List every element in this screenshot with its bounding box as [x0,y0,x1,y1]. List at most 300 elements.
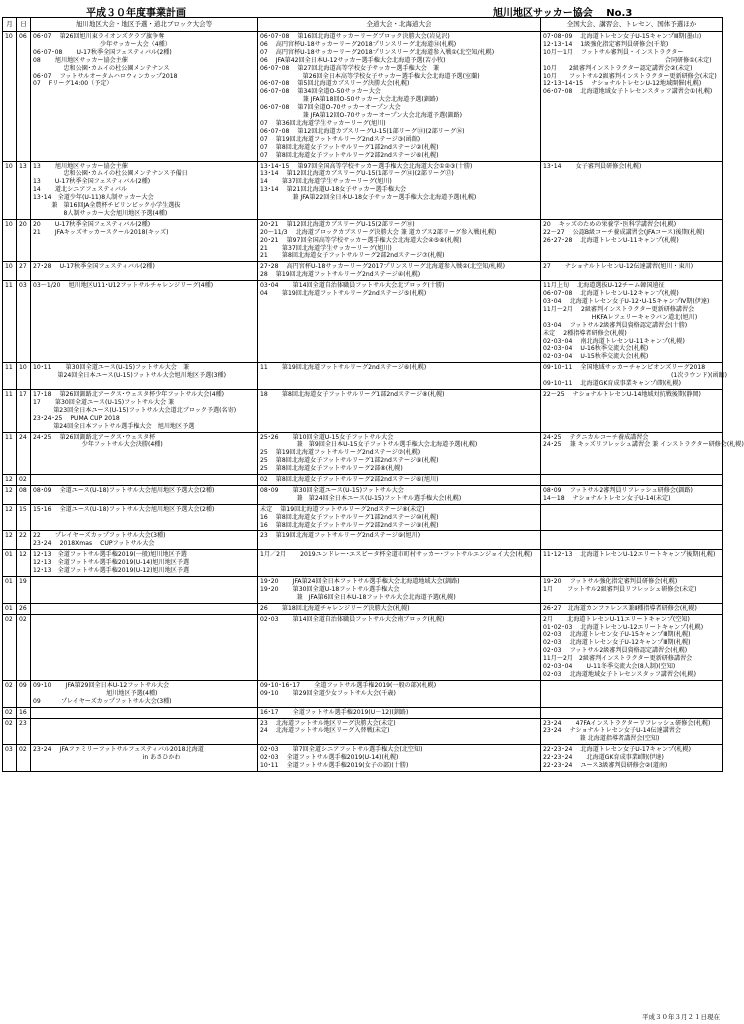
day-cell: 15 [17,504,31,531]
hokkaido-events-cell [258,531,541,550]
event-line [33,594,255,602]
schedule-table [2,17,744,772]
month-cell: 03 [3,745,17,772]
event-line: 09･10･11 北海道GK育成事業キャンプⅠ期(札幌) [543,380,681,388]
event-line [543,144,720,152]
event-line [260,567,538,575]
event-line: 02･03･04 南北海道トレセンU-11キャンプ(札幌) [543,337,685,345]
local-events-cell [31,745,258,772]
event-line: 02･03･04 U-15秋季交流大会(札幌) [543,353,649,361]
event-line [33,252,255,260]
hokkaido-events-cell [258,432,541,475]
event-line: 21 第8回北海道女子フットサルリーグ2部2ndステージ⑦(札幌) [260,252,445,260]
schedule-row [3,363,723,390]
event-line: 23･24 2018Xmas CUPフットサル大会 [33,540,155,548]
day-cell: 22 [17,531,31,550]
event-line [543,465,720,473]
schedule-row [3,550,723,577]
local-events-cell [31,680,258,707]
event-line [33,605,255,613]
event-line: 22 プレイヤーズカップフットサル大会(3種) [33,532,166,540]
event-line: 02･03 北海道地域女子トレセンスタッフ講習会(札幌) [543,670,697,678]
event-line [260,337,538,345]
event-line: HKFAレフェリーキャラバン道北(旭川) [543,313,698,321]
plan-title: 平成３０年度事業計画 [86,8,186,19]
event-line: 13･14 第12回北海道カブスリーグU-15(1部リーグ⑭)(2部リーグ⑰) [260,170,454,178]
event-line: 08･09 全道ユース(U-18)フットサル大会旭川地区予選大会(2種) [33,486,215,494]
event-line: 兼 JFA第6回全日本U-18フットサル大会北海道予選(札幌) [260,593,456,601]
event-line: 02･03･04 U-11冬季交流大会(8人制)(空知) [543,663,676,671]
day-cell: 02 [17,614,31,680]
event-line: 20 U-17秋季全国フェスティバル(2種) [33,220,151,228]
event-line: 第23回全日本ユース(U-15)フットサル大会道北ブロック予選(名寄) [33,406,237,414]
schedule-row [3,281,723,363]
event-line [260,671,538,679]
month-cell: 01 [3,550,17,577]
event-line [543,252,720,260]
event-line: 兼 第16回JA全農杯チビリンピック小学生選抜 [33,202,181,210]
event-line [33,345,255,353]
event-line: 02･03 全道フットサル選手権2019(U-14)(札幌) [260,754,399,762]
event-line [33,476,255,484]
local-events-cell [31,432,258,475]
event-line: 03～1/20 旭川地区U11･U12フットサルチャレンジリーグ(4種) [33,282,214,290]
event-line: 11月～2月 2級審判インストラクター更新研修講習会 [543,655,693,663]
event-line: 06･07･08 U-17秋季全国フェスティバル(2種) [33,48,172,56]
day-cell: 12 [17,550,31,577]
event-line: 11 第19回北海道フットサルリーグ2ndステージ⑥(札幌) [260,364,427,372]
event-line: 09･10･16･17 全道フットサル選手権2019(一般の部)(札幌) [260,681,437,689]
event-line [33,465,255,473]
event-line: 17･18 第26回釧路北アークス･ウェスタ杯少年フットサル大会(4種) [33,390,225,398]
event-line [33,290,255,298]
event-line: 19･20 JFA第24回全日本フットサル選手権大会北海道地域大会(釧路) [260,578,460,585]
event-line: 24･25 テクニカルコーチ養成講習会 [543,433,649,441]
event-line [33,128,255,136]
national-events-cell [541,680,723,707]
event-line [543,104,720,112]
column-header-national: 全国大会、講習会、トレセン、国体予選ほか [541,18,723,32]
event-line: 21 第37回北海道学生サッカーリーグ(旭川) [260,244,392,252]
event-line [33,314,255,322]
national-events-cell [541,531,723,550]
event-line [33,337,255,345]
event-line: 兼 JFA第12回O-70サッカーオープン大会北海道予選(釧路) [260,112,463,120]
event-line: 忠和公園･カムイの杜公園メンテナンス予備日 [33,170,188,178]
event-line [543,476,720,484]
event-line: 22･23･24 ユース3級審判員研修会②(道南) [543,762,668,770]
event-line [33,306,255,314]
event-line: 20～11/3 北海道ブロックカブスリーグ決勝大会 兼 道カブス2部リーグ参入戦(札幌) [260,228,497,236]
day-cell: 20 [17,219,31,262]
national-events-cell [541,432,744,475]
hokkaido-events-cell [258,32,541,162]
month-cell: 12 [3,475,17,486]
event-line [33,96,255,104]
hokkaido-events-cell [258,718,541,745]
event-line: 25 第8回北海道女子フットサルリーグ2部⑧(札幌) [260,465,403,473]
local-events-cell [31,219,258,262]
event-line: 27 ナショナルトレセンU-12伝達講習(旭川・東川) [543,263,694,271]
event-line: 02･03 フットサル2級審判員資格認定講習会(札幌) [543,647,688,655]
event-line: 16･17 全道フットサル選手権2019(U－12)(釧路) [260,708,409,716]
hokkaido-events-cell [258,707,541,718]
event-line [33,522,255,530]
event-line [33,578,255,586]
event-line: 23･24 JFAファミリーフットサルフェスティバル2018北海道 [33,746,204,754]
schedule-row [3,161,723,219]
day-cell: 24 [17,432,31,475]
schedule-row [3,389,723,432]
event-line: 20･21 第12回北海道カブスリーグU-15(2部リーグ⑱) [260,220,415,228]
hokkaido-events-cell [258,577,541,604]
event-line: 09･10 JFA第29回全日本U-12フットサル大会 [33,681,170,689]
schedule-row [3,219,723,262]
schedule-body [3,32,744,772]
hokkaido-events-cell [258,680,541,707]
event-line: 10･11 第30回全道ユース(U-15)フットサル大会 兼 [33,364,190,372]
event-line [260,372,538,380]
day-cell: 02 [17,745,31,772]
hokkaido-events-cell [258,475,541,486]
event-line: 08 旭川地区サッカー協会主催 [33,56,128,64]
local-events-cell [31,614,258,680]
event-line [543,120,720,128]
event-line [543,567,720,575]
event-line [543,449,720,457]
hokkaido-events-cell [258,550,541,577]
event-line [543,594,720,602]
event-line [543,423,720,431]
schedule-row [3,707,723,718]
event-line [33,647,255,655]
event-line: 19･20 第30回全道U-18フットサル選手権大会 [260,585,400,593]
month-cell: 12 [3,531,17,550]
event-line: 23･24 47FAインストラクターリフレッシュ研修会(札幌) [543,719,711,727]
national-events-cell [541,504,723,531]
event-line: 06･07･08 第12回北海道カブスリーグU-15(1部リーグ⑬)(2部リーグ⑯) [260,127,465,135]
event-line [543,709,720,717]
event-line: 10･11 全道フットサル選手権2019(女子の部)(十勝) [260,762,409,770]
day-cell: 19 [17,577,31,604]
event-line: 16 第8回北海道女子フットサルリーグ1部2ndステージ⑩(札幌) [260,513,439,521]
month-cell: 11 [3,389,17,432]
schedule-row [3,432,723,475]
event-line [260,322,538,330]
event-line [260,306,538,314]
hokkaido-events-cell [258,485,541,504]
column-header-day: 日 [17,18,31,32]
hokkaido-events-cell [258,281,541,363]
event-line: 12･13 全道フットサル選手権2019(U-14)旭川地区予選 [33,559,190,567]
schedule-row [3,504,723,531]
event-line [543,457,720,465]
event-line: 17 第30回全道ユース(U-15)フットサル大会 兼 [33,398,175,406]
event-line [260,330,538,338]
national-events-cell [541,550,723,577]
month-cell: 10 [3,262,17,281]
local-events-cell [31,485,258,504]
event-line [33,639,255,647]
national-events-cell [541,603,723,614]
event-line: 18 第8回北海道女子フットサルリーグ1部2ndステージ⑧(札幌) [260,390,445,398]
national-events-cell [541,614,723,680]
hokkaido-events-cell [258,603,541,614]
event-line: 少年フットサル大会決勝(4種) [33,441,163,449]
national-events-cell [541,32,723,162]
hokkaido-events-cell [258,262,541,281]
month-cell: 10 [3,32,17,162]
schedule-row [3,262,723,281]
event-line: 07 高円宮杯U-18サッカーリーグ2018プリンスリーグ北海道参入戦①(北空知/札幌) [260,48,495,56]
event-line: 11月上旬 北海道選抜U-12チーム韓国遠征 [543,282,665,290]
event-line [33,514,255,522]
month-cell: 10 [3,219,17,262]
event-line [33,237,255,245]
event-line [33,151,255,159]
event-line [33,727,255,735]
event-line [543,399,720,407]
schedule-row [3,485,723,504]
national-events-cell [541,475,723,486]
table-header-row [3,18,723,32]
event-line [260,298,538,306]
day-cell: 03 [17,281,31,363]
event-line: 06･07･08 北海道トレセンU-12キャンプ(札幌) [543,290,679,298]
event-line [260,345,538,353]
schedule-row [3,718,723,745]
event-line [33,330,255,338]
event-line: 27･28 高円宮杯U-18サッカーリーグ2017プリンスリーグ北海道参入戦②(北空知/札幌) [260,263,505,271]
event-line: 旭川地区予選(4種) [33,689,158,697]
event-line [543,415,720,423]
event-line: 1月 フットサル2級審判員リフレッシュ研修会(未定) [543,585,697,593]
event-line: 07 第8回北海道女子フットサルリーグ2部2ndステージ⑥(札幌) [260,151,439,159]
event-line: 08･09 第30回全道ユース(U-15)フットサル大会 [260,486,404,494]
event-line: 12･13･14 1級強化指定審判員研修会(千葉) [543,40,669,48]
event-line [543,128,720,136]
event-line: 19･20 フットサル強化指定審判員研修会(札幌) [543,578,678,585]
schedule-row [3,745,723,772]
event-line [543,245,720,253]
event-line: 10月 フットサル2級審判インストラクター更新研修会(未定) [543,72,717,80]
schedule-row [3,603,723,614]
event-line [543,170,720,178]
event-line: (1次ラウンド)(函館) [543,372,728,380]
schedule-row [3,475,723,486]
local-events-cell [31,32,258,162]
event-line: 24 北海道フットサル地区リーグ入替戦(未定) [260,727,390,735]
event-line [260,423,538,431]
month-cell: 12 [3,485,17,504]
event-line: 02･03 第7回全道シニアフットサル選手権大会(北空知) [260,746,423,754]
event-line [260,202,538,210]
event-line: 10月 2級審判インストラクター認定講習会②(未定) [543,64,693,72]
event-line [33,663,255,671]
event-line [543,540,720,548]
event-line [543,202,720,210]
event-line [260,735,538,743]
local-events-cell [31,577,258,604]
event-line [33,631,255,639]
day-cell: 09 [17,680,31,707]
event-line: 02･03 第14回全道自治体職員フットサル大会南ブロック(札幌) [260,615,445,623]
event-line: 07 第8回北海道女子フットサルリーグ1部2ndステージ②(札幌) [260,143,439,151]
event-line: 14 道北シニアフェスティバル [33,186,128,194]
event-line: 09･10･11 全国地域サッカーチャンピオンズリーグ2018 [543,364,706,372]
event-line [33,322,255,330]
event-line [260,210,538,218]
event-line [543,112,720,120]
event-line: 06 高円宮杯U-18サッカーリーグ2018プリンスリーグ北海道⑭(札幌) [260,40,457,48]
event-line: 合同研修①(未定) [543,56,712,64]
local-events-cell [31,281,258,363]
schedule-row [3,577,723,604]
national-events-cell [541,707,723,718]
event-line [260,698,538,706]
event-line: 26 第18回北海道チャレンジリーグ決勝大会(札幌) [260,604,410,612]
event-line: 27･28 U-17秋季全国フェスティバル(2種) [33,263,155,271]
event-line: 22･23･24 北海道GK育成事業Ⅱ期(伊達) [543,754,664,762]
event-line [33,655,255,663]
event-line: 02･03 北海道トレセン女子U-15キャンプⅢ期(札幌) [543,631,691,639]
day-cell: 16 [17,707,31,718]
event-line: 06･07･08 第34回全道O-50サッカー大会 [260,88,381,96]
event-line: 1月／2月 2019ユンドレー･エスピータ杯全道市町村サッカー･フットサルエンジョイ大会(札幌) [260,551,533,559]
event-line: 08･09 フットサル2審判員リフレッシュ研修会(釧路) [543,486,693,494]
month-cell: 10 [3,161,17,219]
event-line [543,506,720,514]
hokkaido-events-cell [258,389,541,432]
event-line: 24･25 第26回釧路北アークス･ウェスタ杯 [33,433,156,441]
event-line [260,399,538,407]
event-line: 09 プレイヤーズカップフットサル大会(3種) [33,697,172,705]
event-line [33,709,255,717]
event-line: 23･24･25 PUMA CUP 2018 [33,414,120,422]
event-line [33,624,255,632]
local-events-cell [31,161,258,219]
event-line [260,353,538,361]
event-line: 8人制サッカー大会旭川地区予選(4種) [33,209,168,217]
event-line [543,682,720,690]
event-line: 2月 北海道トレセンU-11エリートキャンプ(空知) [543,615,690,623]
event-line [543,194,720,202]
event-line [260,407,538,415]
event-line: 25 第8回北海道女子フットサルリーグ1部2ndステージ⑨(札幌) [260,457,439,465]
day-cell: 27 [17,262,31,281]
event-line: 04 第19回北海道フットサルリーグ2ndステージ⑤(札幌) [260,290,427,298]
event-line [33,88,255,96]
event-line [543,271,720,279]
month-cell: 01 [3,603,17,614]
column-header-local: 旭川地区大会・地区予選・道北ブロック大会等 [31,18,258,32]
month-cell: 02 [3,707,17,718]
event-line [33,495,255,503]
event-line: 兼 第24回全日本ユース(U-15)フットサル選手権大会(札幌) [260,494,462,502]
national-events-cell [541,219,723,262]
event-line [33,671,255,679]
event-line [543,151,720,159]
local-events-cell [31,603,258,614]
national-events-cell [541,745,723,772]
event-line [260,559,538,567]
hokkaido-events-cell [258,614,541,680]
association-name: 旭川地区サッカー協会 No.3 [493,8,633,19]
local-events-cell [31,363,258,390]
local-events-cell [31,475,258,486]
event-line: 02･03･04 U-16秋季交流大会(札幌) [543,345,649,353]
event-line [260,415,538,423]
event-line [33,380,255,388]
event-line: 26･27 北海道カンファレンス兼Ⅱ種指導者研修会(札幌) [543,604,697,612]
day-cell: 23 [17,718,31,745]
event-line [33,144,255,152]
event-line: 第24回全日本フットサル選手権大会 旭川地区予選 [33,422,195,430]
event-line: 兼 北海道指導者講習会(空知) [543,735,660,743]
event-line: 07･08･09 北海道トレセン女子U-15キャンプⅢ期(墨山) [543,33,702,40]
national-events-cell [541,262,723,281]
month-cell: 02 [3,718,17,745]
month-cell: 11 [3,281,17,363]
month-cell: 11 [3,363,17,390]
national-events-cell [541,718,723,745]
event-line: 11･12･13 北海道トレセンU-12エリートキャンプ後期(札幌) [543,551,716,559]
event-line [543,514,720,522]
day-cell: 06 [17,32,31,162]
event-line [33,112,255,120]
event-line: 06･07･08 第27回北海道高等学校女子サッカー選手権大会 兼 [260,64,440,72]
event-line [33,245,255,253]
event-line: 09･10 第29回全道少女フットサル大会(千歳) [260,689,396,697]
event-line: 22･23･24 北海道トレセン女子U-17キャンプ(札幌) [543,746,691,754]
day-cell: 17 [17,389,31,432]
event-line: 03･04 フットサル2級審判員資格認定講習会(十勝) [543,321,688,329]
schedule-row [3,32,723,162]
event-line: 06･07･08 第16回北海道サッカーリーグブロック決勝大会(岩見沢) [260,33,450,40]
event-line: 13･14 女子審判員研修会(札幌) [543,162,642,170]
event-line [543,186,720,194]
event-line: 21 JFAキッズサッカースクール2018(キッズ) [33,228,169,236]
event-line: 忠和公園･カムイの杜公園メンテナンス [33,64,170,72]
event-line: 23･24 ナショナルトレセン女子U-14伝達講習会 [543,727,681,735]
day-cell: 08 [17,485,31,504]
month-cell: 12 [3,504,17,531]
event-line: 06･07 フットサルオータムハロウィンカップ2018 [33,72,178,80]
event-line [260,655,538,663]
event-line [33,271,255,279]
event-line: 兼 JFA第18回O-50サッカー大会北海道予選(釧路) [260,96,439,104]
event-line: 24･25 兼 キッズリフレッシュ講習会 兼 インストラクター研修会(札幌) [543,441,744,449]
event-line: 25･26 第10回全道U-15女子フットサル大会 [260,433,394,441]
event-line: 13･14 全道少年(U-11)8人制サッカー大会 [33,194,154,202]
hokkaido-events-cell [258,745,541,772]
event-line: 10月～1月 フットサル審判員・インストラクター [543,48,684,56]
event-line: 22～25 ナショナルトレセンU-14地域対抗戦後期(静岡) [543,390,701,398]
national-events-cell [541,485,723,504]
event-line [33,449,255,457]
event-line: 14～18 ナショナルトレセン女子U-14(未定) [543,494,671,502]
event-line: 13 旭川地区サッカー協会主催 [33,162,128,170]
event-line: 03･04 北海道トレセン女子U-12･U-15キャンプⅣ期(伊達) [543,298,710,305]
national-events-cell [541,389,723,432]
event-line: 01･02･03 北海道トレセンU-12エリートキャンプ(札幌) [543,623,704,631]
event-line: 02･03 北海道トレセン女子U-12キャンプⅢ期(札幌) [543,639,691,647]
event-line [260,647,538,655]
event-line [33,762,255,770]
local-events-cell [31,531,258,550]
national-events-cell [541,577,723,604]
event-line [543,178,720,186]
